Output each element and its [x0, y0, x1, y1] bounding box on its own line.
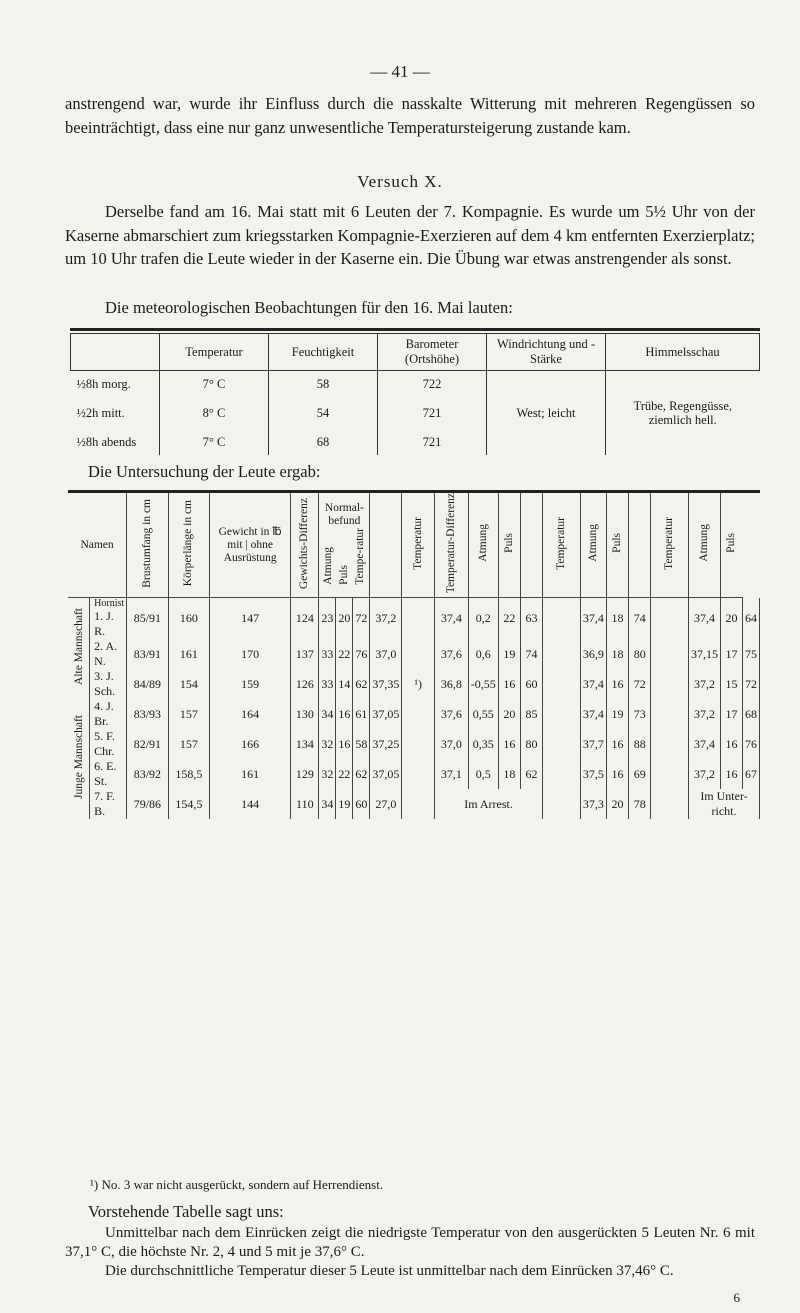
res-cell: 78 [629, 789, 651, 819]
group-old-label: Alte Mannschaft [72, 608, 85, 686]
res-cell [90, 598, 127, 640]
res-cell: 0,5 [468, 759, 498, 789]
res-cell: 84/89 [127, 669, 168, 699]
paragraph-1: Derselbe fand am 16. Mai statt mit 6 Leuten der 7. Kompagnie. Es wurde um 5½ Uhr von der Kaserne abmarschiert zum kriegsstarken Kompagnie-Exerzieren auf dem 4 km entfernten Exerzierplatz; um 10 Uhr trafen die Leute wieder in der Kaserne ein. Die Übung war etwas anstrengender als sonst. [65, 202, 755, 268]
res-cell: 37,4 [434, 598, 468, 640]
intro-paragraph: anstrengend war, wurde ihr Einfluss durch die nasskalte Witterung mit mehreren Regengüssen so beeinträchtigt, dass eine nur ganz unwesentliche Temperatursteigerung zustande kam. [65, 94, 755, 137]
res-header-pulse-3: Puls [725, 533, 738, 554]
res-cell: 20 [721, 598, 743, 640]
res-cell: 85 [520, 699, 542, 729]
res-cell: 83/93 [127, 699, 168, 729]
separator-cell: ¹) [402, 669, 435, 699]
met-header-blank [71, 334, 160, 371]
res-header-normal-title: Normal-befund [324, 501, 364, 527]
res-cell: 144 [210, 789, 291, 819]
res-cell: 18 [606, 639, 628, 669]
separator-cell [651, 639, 689, 669]
res-cell: 37,05 [370, 699, 402, 729]
res-cell: 62 [353, 759, 370, 789]
person-name: 1. J. R. [94, 609, 114, 639]
res-header-name: Namen [68, 493, 127, 598]
res-header-weight-sub1: mit | ohne [227, 538, 274, 551]
res-cell: 160 [168, 598, 209, 640]
res-cell: 37,7 [580, 729, 606, 759]
met-row [71, 429, 760, 455]
res-header-normal [319, 493, 370, 598]
res-cell: 129 [291, 759, 319, 789]
res-cell: 19 [336, 789, 353, 819]
res-header-normal-temp: Tempe-ratur [353, 527, 366, 585]
group-young-label: Junge Mannschaft [72, 715, 85, 800]
res-row [68, 759, 760, 789]
res-cell: 82/91 [127, 729, 168, 759]
res-cell: 37,5 [580, 759, 606, 789]
person-name: 3. J. Sch. [94, 669, 116, 699]
res-row [68, 639, 760, 669]
res-cell: 18 [606, 598, 628, 640]
person-name: 4. J. Br. [94, 699, 114, 729]
paragraph-2: Die meteorologischen Beobachtungen für den 16. Mai lauten: [105, 298, 513, 317]
met-time: ½8h abends [76, 435, 137, 449]
res-cell: 36,8 [434, 669, 468, 699]
res-cell: 166 [210, 729, 291, 759]
res-cell: 76 [743, 729, 760, 759]
res-header-breath-2: Atmung [586, 524, 599, 562]
res-cell: 154,5 [168, 789, 209, 819]
met-header-wind: Windrichtung und -Stärke [487, 334, 606, 371]
res-row [68, 699, 760, 729]
res-cell: 37,1 [434, 759, 468, 789]
separator-cell [402, 639, 435, 669]
page-number: — 41 — [370, 62, 430, 81]
res-cell: 69 [629, 759, 651, 789]
met-wind [487, 371, 606, 398]
res-cell: 110 [291, 789, 319, 819]
person-name: 5. F. Chr. [94, 729, 115, 759]
met-wind [487, 429, 606, 455]
met-time: ½8h morg. [76, 377, 131, 391]
separator-cell [543, 669, 581, 699]
res-cell: 0,6 [468, 639, 498, 669]
res-cell: 15 [721, 669, 743, 699]
res-header-pulse-1: Puls [502, 533, 515, 554]
separator-cell [543, 699, 581, 729]
res-row [68, 669, 760, 699]
separator-cell [651, 759, 689, 789]
res-cell: 62 [353, 669, 370, 699]
res-cell: 83/92 [127, 759, 168, 789]
separator-cell [402, 598, 435, 640]
res-cell: 37,15 [689, 639, 721, 669]
met-barometer: 721 [378, 397, 487, 429]
res-header-weight-title: Gewicht in ℔ [218, 525, 282, 538]
res-cell [90, 789, 127, 819]
res-cell: 68 [743, 699, 760, 729]
res-cell: 16 [721, 729, 743, 759]
res-header-weight-diff: Gewichts-Differenz [298, 497, 311, 589]
person-name: 2. A. N. [94, 639, 118, 669]
separator-cell [543, 789, 581, 819]
res-cell: 37,2 [370, 598, 402, 640]
res-cell: 67 [743, 759, 760, 789]
res-cell: 64 [743, 598, 760, 640]
res-cell: 60 [353, 789, 370, 819]
res-cell: 37,35 [370, 669, 402, 699]
separator-cell [402, 789, 435, 819]
res-cell: 37,4 [580, 598, 606, 640]
res-header-temp-diff: Temperatur-Differenz [444, 493, 457, 594]
res-cell: 74 [629, 598, 651, 640]
res-header-breath: Atmung [322, 546, 335, 585]
res-header-weight [210, 493, 291, 598]
separator-cell [402, 759, 435, 789]
res-cell: 134 [291, 729, 319, 759]
met-wind: West; leicht [487, 397, 606, 429]
res-cell: 74 [520, 639, 542, 669]
res-cell: 161 [210, 759, 291, 789]
met-humidity: 54 [269, 397, 378, 429]
res-cell: 36,9 [580, 639, 606, 669]
paragraph-6: Die durchschnittliche Temperatur dieser 5 Leute ist unmittelbar nach dem Einrücken 37,46° C. [105, 1263, 674, 1279]
res-header-breath-3: Atmung [698, 524, 711, 562]
res-cell [90, 669, 127, 699]
res-cell: 19 [498, 639, 520, 669]
res-cell: 88 [629, 729, 651, 759]
res-cell: 16 [721, 759, 743, 789]
res-cell: 161 [168, 639, 209, 669]
res-cell: -0,55 [468, 669, 498, 699]
res-cell: 37,4 [580, 699, 606, 729]
res-header-temp-2: Temperatur [555, 516, 567, 570]
res-cell: 23 [319, 598, 336, 640]
met-row [71, 397, 760, 429]
met-time: ½2h mitt. [76, 406, 125, 420]
res-cell: 37,0 [434, 729, 468, 759]
met-header-barometer: Barometer (Ortshöhe) [378, 334, 487, 371]
met-header-sky: Himmelsschau [606, 334, 760, 371]
res-cell: 164 [210, 699, 291, 729]
res-cell: 22 [336, 759, 353, 789]
met-barometer: 722 [378, 371, 487, 398]
res-cell [90, 639, 127, 669]
separator-cell [651, 699, 689, 729]
res-cell: 20 [498, 699, 520, 729]
res-cell: 126 [291, 669, 319, 699]
res-header-pulse-2: Puls [611, 533, 624, 554]
met-header-temperature: Temperatur [160, 334, 269, 371]
met-sky: Trübe, Regengüsse, ziemlich hell. [606, 397, 760, 429]
met-sky [606, 371, 760, 398]
res-cell: 37,4 [689, 729, 721, 759]
met-row [71, 371, 760, 398]
res-cell: 158,5 [168, 759, 209, 789]
met-sky [606, 429, 760, 455]
met-table-top-rule [70, 328, 760, 331]
hornist-label: Hornist [94, 598, 125, 610]
res-cell: 76 [353, 639, 370, 669]
res-cell: Im Arrest. [434, 789, 542, 819]
res-cell: 37,6 [434, 639, 468, 669]
res-cell: 0,55 [468, 699, 498, 729]
separator-cell [543, 598, 581, 640]
res-cell [90, 699, 127, 729]
res-cell: 154 [168, 669, 209, 699]
results-table [68, 493, 760, 819]
res-cell: 61 [353, 699, 370, 729]
res-cell: 22 [336, 639, 353, 669]
res-cell: 73 [629, 699, 651, 729]
footnote: ¹) No. 3 war nicht ausgerückt, sondern auf Herrendienst. [90, 1177, 384, 1192]
res-cell: 33 [319, 639, 336, 669]
res-header-height: Körperlänge in cm [182, 500, 195, 587]
res-cell: 16 [336, 729, 353, 759]
separator-cell [651, 669, 689, 699]
separator-cell [402, 729, 435, 759]
res-cell: 33 [319, 669, 336, 699]
person-name: 6. E. St. [94, 759, 117, 789]
res-cell: 37,4 [689, 598, 721, 640]
res-cell: 32 [319, 729, 336, 759]
paragraph-3: Die Untersuchung der Leute ergab: [88, 462, 321, 481]
group-cell [68, 598, 90, 700]
res-cell: 124 [291, 598, 319, 640]
res-cell: 170 [210, 639, 291, 669]
res-body [68, 598, 760, 820]
res-cell: 34 [319, 699, 336, 729]
res-cell: 80 [520, 729, 542, 759]
res-cell: 0,35 [468, 729, 498, 759]
res-cell: 37,2 [689, 699, 721, 729]
res-cell: 20 [606, 789, 628, 819]
section-heading: Versuch X. [357, 172, 443, 191]
res-cell: 85/91 [127, 598, 168, 640]
res-cell: 17 [721, 639, 743, 669]
res-cell: 80 [629, 639, 651, 669]
res-cell: 72 [743, 669, 760, 699]
res-cell: 157 [168, 729, 209, 759]
res-cell: 72 [353, 598, 370, 640]
res-cell: 83/91 [127, 639, 168, 669]
res-header-pulse: Puls [337, 564, 350, 585]
res-cell: 0,2 [468, 598, 498, 640]
res-cell: 37,0 [370, 639, 402, 669]
met-header-row [71, 334, 760, 371]
res-cell: 34 [319, 789, 336, 819]
res-cell: 37,2 [689, 759, 721, 789]
separator-cell [543, 759, 581, 789]
separator-cell [543, 729, 581, 759]
res-cell: 16 [606, 759, 628, 789]
res-cell: 37,05 [370, 759, 402, 789]
res-cell: 27,0 [370, 789, 402, 819]
res-row [68, 729, 760, 759]
res-cell: 159 [210, 669, 291, 699]
res-cell: 60 [520, 669, 542, 699]
res-cell: 37,6 [434, 699, 468, 729]
res-row [68, 598, 760, 640]
printer-signature: 6 [733, 1290, 740, 1305]
res-cell: 16 [606, 729, 628, 759]
res-cell [90, 759, 127, 789]
res-cell: 37,25 [370, 729, 402, 759]
res-header-temp-3: Temperatur [663, 516, 676, 570]
res-cell: 72 [629, 669, 651, 699]
res-header-temp-1: Temperatur [411, 516, 424, 570]
res-cell: 17 [721, 699, 743, 729]
res-cell: 63 [520, 598, 542, 640]
person-name: 7. F. B. [94, 789, 115, 819]
separator-cell [651, 789, 689, 819]
paragraph-5: Unmittelbar nach dem Einrücken zeigt die niedrigste Temperatur von den ausgerückten 5 Leuten Nr. 6 mit 37,1° C, die höchste Nr. 2, 4 und 5 mit je 37,6° C. [65, 1225, 755, 1260]
separator-cell [651, 729, 689, 759]
met-temp: 7° C [160, 371, 269, 398]
res-cell: 16 [498, 729, 520, 759]
meteorological-table [70, 333, 760, 455]
res-cell: 157 [168, 699, 209, 729]
res-cell: 37,3 [580, 789, 606, 819]
res-cell: 62 [520, 759, 542, 789]
met-barometer: 721 [378, 429, 487, 455]
res-cell: 37,4 [580, 669, 606, 699]
res-cell: 147 [210, 598, 291, 640]
res-cell: 16 [606, 669, 628, 699]
res-cell: 14 [336, 669, 353, 699]
res-cell: 16 [498, 669, 520, 699]
separator-cell [402, 699, 435, 729]
res-header-chest: Brustumfang in cm [140, 498, 153, 588]
met-humidity: 58 [269, 371, 378, 398]
met-temp: 8° C [160, 397, 269, 429]
res-cell: 16 [336, 699, 353, 729]
res-cell: 19 [606, 699, 628, 729]
res-header-row [68, 493, 760, 598]
met-humidity: 68 [269, 429, 378, 455]
res-cell: 79/86 [127, 789, 168, 819]
res-cell: 75 [743, 639, 760, 669]
res-cell: 32 [319, 759, 336, 789]
met-temp: 7° C [160, 429, 269, 455]
res-cell: 137 [291, 639, 319, 669]
paragraph-4: Vorstehende Tabelle sagt uns: [88, 1202, 284, 1221]
res-cell: 37,2 [689, 669, 721, 699]
res-row [68, 789, 760, 819]
res-cell: Im Unter-richt. [689, 789, 760, 819]
res-cell: 20 [336, 598, 353, 640]
group-cell [68, 699, 90, 819]
res-cell: 130 [291, 699, 319, 729]
res-cell: 22 [498, 598, 520, 640]
res-header-weight-sub2: Ausrüstung [223, 551, 277, 564]
met-header-humidity: Feuchtigkeit [269, 334, 378, 371]
res-cell: 18 [498, 759, 520, 789]
res-cell [90, 729, 127, 759]
separator-cell [543, 639, 581, 669]
res-cell: 58 [353, 729, 370, 759]
separator-cell [651, 598, 689, 640]
res-header-breath-1: Atmung [476, 524, 489, 562]
